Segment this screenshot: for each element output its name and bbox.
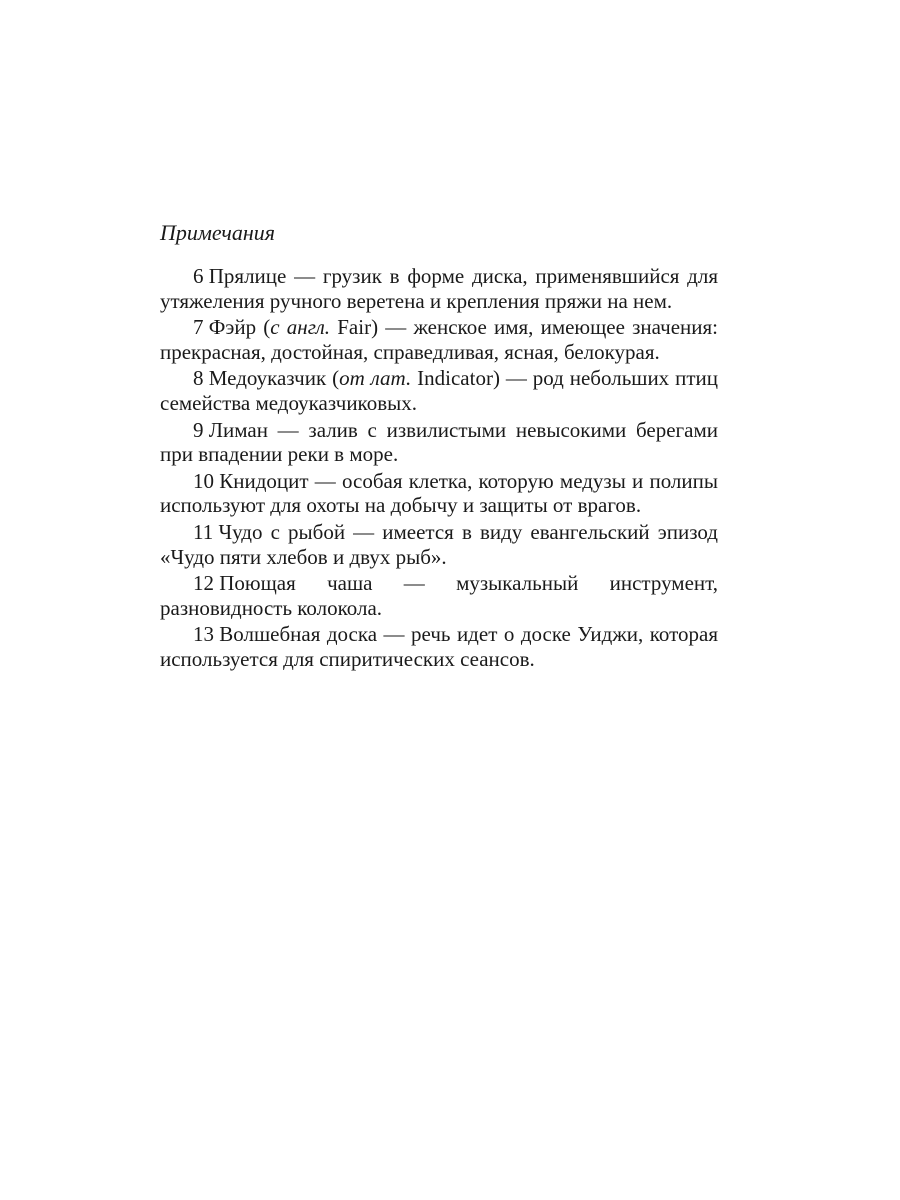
footnote-italic-text: от лат. — [339, 366, 412, 391]
footnote-item — [160, 315, 718, 364]
footnote-text: Фэйр ( — [208, 315, 271, 340]
footnote-number: 9 — [193, 417, 204, 442]
footnote-item — [160, 571, 718, 620]
footnote-text: Чудо с рыбой — имеется в виду евангельский эпизод «Чудо пяти хлебов и двух рыб». — [160, 519, 718, 569]
footnote-number: 7 — [193, 315, 204, 340]
footnote-number: 11 — [193, 519, 214, 544]
notes-list — [160, 264, 718, 674]
footnote-number: 12 — [193, 571, 214, 596]
footnote-item — [160, 418, 718, 467]
footnote-item — [160, 469, 718, 518]
footnote-item — [160, 622, 718, 671]
footnote-italic-text: с англ. — [270, 315, 331, 340]
footnote-item — [160, 520, 718, 569]
footnote-text: Лиман — залив с извилистыми невысокими берегами при впадении реки в море. — [160, 417, 718, 467]
footnote-text: Книдоцит — особая клетка, которую медузы и полипы используют для охоты на добычу и защиты от врагов. — [160, 468, 718, 518]
footnote-number: 8 — [193, 366, 204, 391]
footnote-item — [160, 264, 718, 313]
footnote-item — [160, 366, 718, 415]
footnote-text: Indicator) — род небольших птиц семейства медоуказчиковых. — [160, 366, 718, 415]
footnote-text: Медоуказчик ( — [208, 366, 340, 391]
footnote-number: 10 — [193, 468, 214, 493]
footnote-number: 13 — [193, 622, 214, 647]
footnote-text: Волшебная доска — речь идет о доске Уиджи, которая используется для спиритических сеансов. — [160, 622, 718, 671]
footnote-text: Поющая чаша — музыкальный инструмент, разновидность колокола. — [160, 571, 718, 620]
footnote-number: 6 — [193, 264, 204, 288]
notes-heading: Примечания — [160, 220, 276, 245]
footnote-text: Прялице — грузик в форме диска, применявшийся для утяжеления ручного веретена и крепления пряжи на нем. — [160, 264, 718, 313]
footnote-text: Fair) — женское имя, имеющее значения: прекрасная, достойная, справедливая, ясная, белокурая. — [160, 315, 718, 364]
